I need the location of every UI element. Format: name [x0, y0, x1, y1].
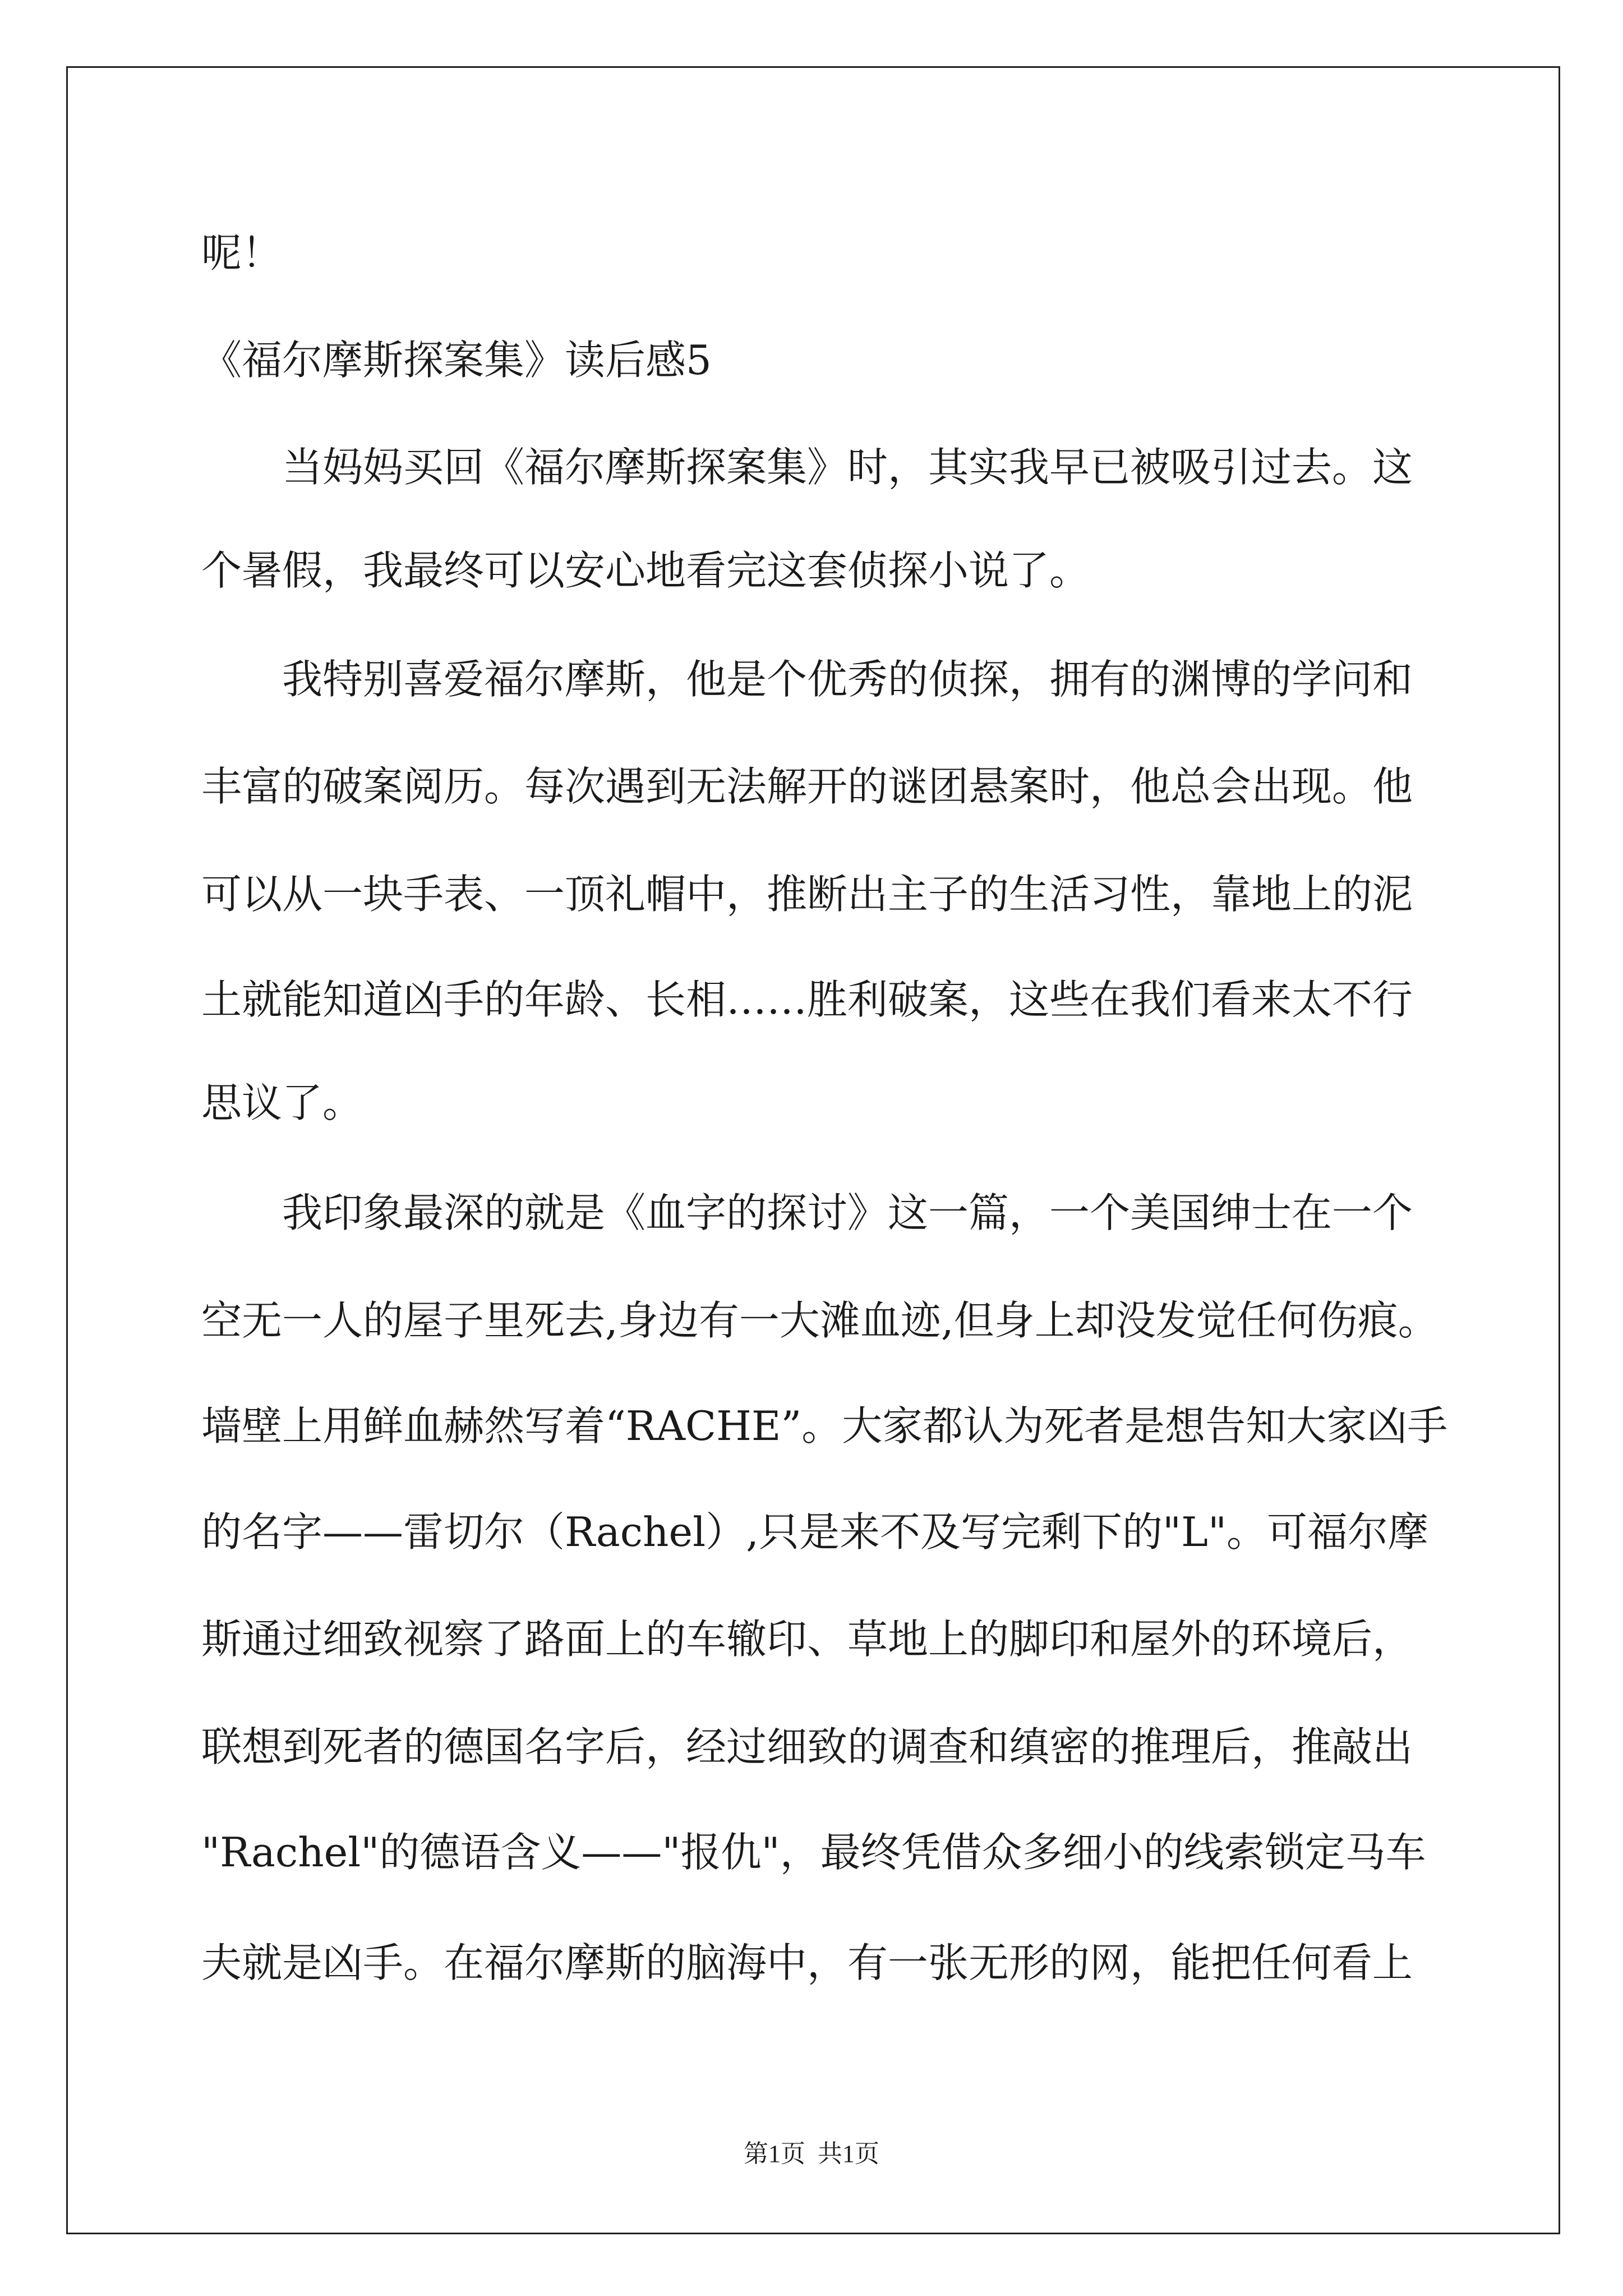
- section-title: 《福尔摩斯探案集》读后感5: [201, 340, 712, 384]
- page-footer: 第1页 共1页: [744, 2140, 879, 2168]
- paragraph-line: 斯通过细致视察了路面上的车辙印、草地上的脚印和屋外的环境后，: [201, 1619, 1413, 1663]
- paragraph-line: 空无一人的屋子里死去,身边有一大滩血迹,但身上却没发觉任何伤痕。: [201, 1300, 1438, 1344]
- paragraph-line: 可以从一块手表、一顶礼帽中，推断出主子的生活习性，靠地上的泥: [201, 874, 1413, 918]
- page-border: [66, 66, 1560, 2234]
- paragraph-line: "Rachel"的德语含义——"报仇"，最终凭借众多细小的线索锁定马车: [201, 1832, 1426, 1876]
- paragraph-line: 当妈妈买回《福尔摩斯探案集》时，其实我早已被吸引过去。这: [282, 447, 1413, 491]
- paragraph-line: 土就能知道凶手的年龄、长相……胜利破案，这些在我们看来太不行: [201, 979, 1413, 1023]
- paragraph-line: 我印象最深的就是《血字的探讨》这一篇，一个美国绅士在一个: [282, 1193, 1413, 1236]
- paragraph-line: 夫就是凶手。在福尔摩斯的脑海中，有一张无形的网，能把任何看上: [201, 1943, 1413, 1986]
- paragraph-line: 的名字——雷切尔（Rachel）,只是来不及写完剩下的"L"。可福尔摩: [201, 1512, 1429, 1556]
- paragraph-line: 思议了。: [201, 1083, 363, 1126]
- paragraph-line: 个暑假，我最终可以安心地看完这套侦探小说了。: [201, 550, 1090, 594]
- paragraph-line: 我特别喜爱福尔摩斯，他是个优秀的侦探，拥有的渊博的学问和: [282, 659, 1413, 703]
- continuation-line: 呢！: [201, 233, 283, 277]
- paragraph-line: 丰富的破案阅历。每次遇到无法解开的谜团悬案时，他总会出现。他: [201, 766, 1413, 810]
- paragraph-line: 联想到死者的德国名字后，经过细致的调查和缜密的推理后，推敲出: [201, 1727, 1413, 1770]
- paragraph-line: 墙壁上用鲜血赫然写着“RACHE”。大家都认为死者是想告知大家凶手: [201, 1406, 1448, 1450]
